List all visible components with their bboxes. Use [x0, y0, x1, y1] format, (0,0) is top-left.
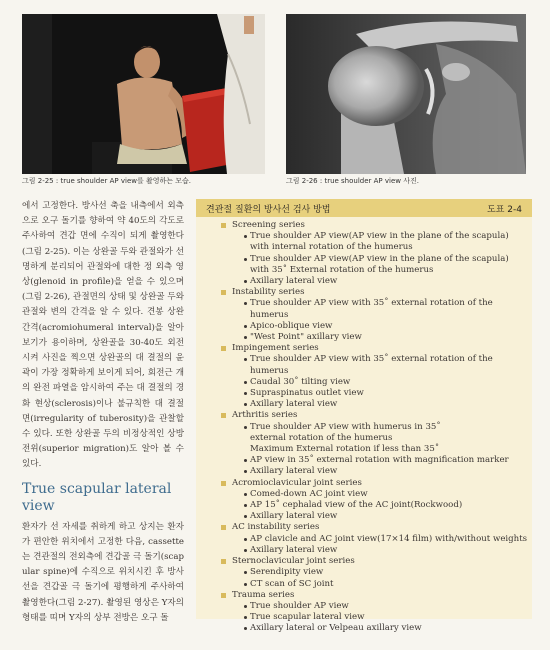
body-paragraph: 환자가 선 자세를 취하게 하고 상지는 환자가 편안한 위치에서 고정한 다음, cassette는 견관절의 전외측에 견갑골 극 돌기(scapular spine)에 수직으로 위치시킨 후 방사선을 견갑골 극 돌기에 평행하게 주사하여 촬영한다(그림 2-27). 촬영된 영상은 Y자의 형태를 띠며 Y자의 상부 전방은 오구 돌	[22, 521, 184, 623]
series-item-text: Axillary lateral or Velpeau axillary view	[250, 623, 422, 634]
series-item	[220, 399, 532, 410]
series-heading: Sternoclavicular joint series	[220, 556, 532, 567]
series-item	[220, 332, 532, 343]
series-item	[220, 489, 532, 500]
body-text-column	[22, 199, 184, 626]
series-item-text: with 35˚ External rotation of the humerus	[250, 264, 434, 275]
series-item	[220, 612, 532, 623]
xray-graphic	[286, 14, 526, 174]
series-item-text: Apico-oblique view	[250, 320, 333, 331]
series-item	[220, 511, 532, 522]
series-item	[220, 231, 532, 253]
positioning-photo	[22, 14, 265, 174]
series-item	[220, 422, 532, 456]
series-item-text: True shoulder AP view with humerus in 35˚	[250, 421, 441, 432]
series-item-text: True shoulder AP view(AP view in the plane of the scapula)	[250, 253, 509, 264]
series-item-text: True shoulder AP view	[250, 600, 349, 611]
series-item	[220, 623, 532, 634]
series-item	[220, 377, 532, 388]
series-heading: Arthritis series	[220, 410, 532, 421]
series-item-text: external rotation of the humerus	[250, 432, 393, 443]
positioning-photo-graphic	[22, 14, 265, 174]
xray-image	[286, 14, 526, 174]
series-item	[220, 455, 532, 466]
radiography-methods-table	[196, 199, 532, 634]
series-item	[220, 545, 532, 556]
section-heading: True scapular lateral view	[22, 480, 172, 514]
series-heading: Impingement series	[220, 343, 532, 354]
series-item-text: True shoulder AP view with 35˚ external rotation of the humerus	[250, 298, 493, 320]
series-heading: Screening series	[220, 220, 532, 231]
series-item-text: AP view in 35˚ external rotation with magnification marker	[250, 455, 509, 466]
series-item-text: Axillary lateral view	[250, 511, 338, 522]
table-header	[196, 199, 532, 217]
series-item	[220, 534, 532, 545]
series-item-text: Caudal 30˚ tilting view	[250, 376, 351, 387]
series-item	[220, 354, 532, 376]
series-item-text: Comed-down AC joint view	[250, 488, 368, 499]
series-heading: AC instability series	[220, 522, 532, 533]
figure-caption: 그림 2-25 : true shoulder AP view를 촬영하는 모습.	[22, 177, 191, 185]
series-heading: Trauma series	[220, 590, 532, 601]
series-item-text: Axillary lateral view	[250, 544, 338, 555]
table-title: 견관절 질환의 방사선 검사 방법	[206, 205, 331, 215]
series-item-text: AP clavicle and AC joint view(17×14 film) with/without weights	[250, 533, 528, 544]
series-item	[220, 500, 532, 511]
series-item-text: with internal rotation of the humerus	[250, 242, 413, 253]
body-paragraph: 에서 고정한다. 방사선 축을 내측에서 외측으로 오구 돌기를 향하여 약 40도의 각도로 주사하여 견갑 면에 수직이 되게 촬영한다(그림 2-25). 이는 상완골 두와 관절와가 선명하게 분리되어 관절와에 대한 정 외측 영상(glenoid in profile)을 얻을 수 있으며(그림 2-26), 관절면의 상태 및 상완골 두와 관절와 변의 간격을 알 수 있다. 견봉 상완 간격(acromiohumeral interval)을 알아보기가 용이하며, 상완골을 30-40도 외전시켜 사진을 찍으면 상완골의 대 결절의 윤곽이 가장 정확하게 보이게 되어, 회전근 개의 완전 파열을 암시하여 주는 대 결절의 경화 현상(sclerosis)이나 불규칙한 대 결절 면(irregularity of tuberosity)을 관찰할 수 있다. 또한 상완골 두의 비정상적인 상방 전위(superior migration)도 알아 볼 수 있다.	[22, 201, 184, 470]
series-item	[220, 466, 532, 477]
series-item-text: AP 15˚ cephalad view of the AC joint(Rockwood)	[250, 500, 463, 511]
series-item-text: Axillary lateral view	[250, 276, 338, 287]
series-item-text: Axillary lateral view	[250, 399, 338, 410]
series-item	[220, 276, 532, 287]
series-item-text: Axillary lateral view	[250, 466, 338, 477]
series-item	[220, 298, 532, 320]
series-item-text: Supraspinatus outlet view	[250, 388, 364, 399]
series-item	[220, 567, 532, 578]
series-heading: Instability series	[220, 287, 532, 298]
series-item	[220, 254, 532, 276]
series-item	[220, 579, 532, 590]
table-body	[196, 217, 532, 635]
series-item-text: CT scan of SC joint	[250, 578, 334, 589]
series-item-text: True shoulder AP view(AP view in the plane of the scapula)	[250, 231, 509, 242]
table-label: 도표 2-4	[487, 205, 522, 215]
series-item	[220, 321, 532, 332]
series-item-text: True shoulder AP view with 35˚ external rotation of the humerus	[250, 354, 493, 376]
series-item-text: "West Point" axillary view	[250, 332, 362, 343]
figure-caption: 그림 2-26 : true shoulder AP view 사진.	[286, 177, 419, 185]
series-heading: Acromioclavicular joint series	[220, 478, 532, 489]
series-item-text: Maximum External rotation if less than 35˚	[250, 444, 440, 455]
series-item-text: True scapular lateral view	[250, 612, 365, 623]
series-item	[220, 601, 532, 612]
series-item-text: Serendipity view	[250, 567, 324, 578]
series-item	[220, 388, 532, 399]
